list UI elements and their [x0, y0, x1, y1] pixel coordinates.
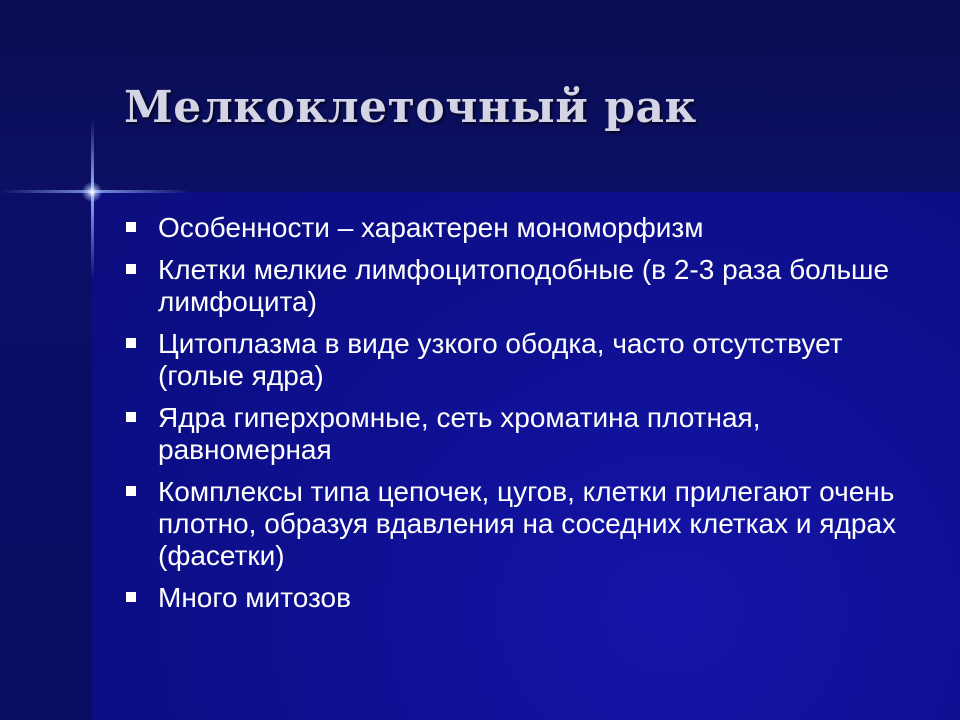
- list-item: [124, 402, 904, 466]
- bullet-text: Ядра гиперхромные, сеть хроматина плотная, равномерная: [158, 402, 761, 465]
- bullet-list: [124, 212, 904, 624]
- list-item: [124, 476, 904, 572]
- square-bullet-icon: [126, 412, 136, 422]
- square-bullet-icon: [126, 592, 136, 602]
- bullet-text: Цитоплазма в виде узкого ободка, часто отсутствует (голые ядра): [158, 328, 843, 391]
- list-item: [124, 254, 904, 318]
- square-bullet-icon: [126, 222, 136, 232]
- square-bullet-icon: [126, 486, 136, 496]
- bullet-text: Клетки мелкие лимфоцитоподобные (в 2-3 раза больше лимфоцита): [158, 254, 890, 317]
- bullet-text: Много митозов: [158, 582, 351, 613]
- light-flare-core: [82, 182, 102, 202]
- square-bullet-icon: [126, 338, 136, 348]
- slide-title: Мелкоклеточный рак: [124, 82, 697, 133]
- square-bullet-icon: [126, 264, 136, 274]
- list-item: [124, 582, 904, 614]
- list-item: [124, 212, 904, 244]
- bullet-text: Особенности – характерен мономорфизм: [158, 212, 704, 243]
- bullet-text: Комплексы типа цепочек, цугов, клетки прилегают очень плотно, образуя вдавления на соседних клетках и ядрах (фасетки): [158, 476, 896, 571]
- left-band: [0, 192, 92, 720]
- list-item: [124, 328, 904, 392]
